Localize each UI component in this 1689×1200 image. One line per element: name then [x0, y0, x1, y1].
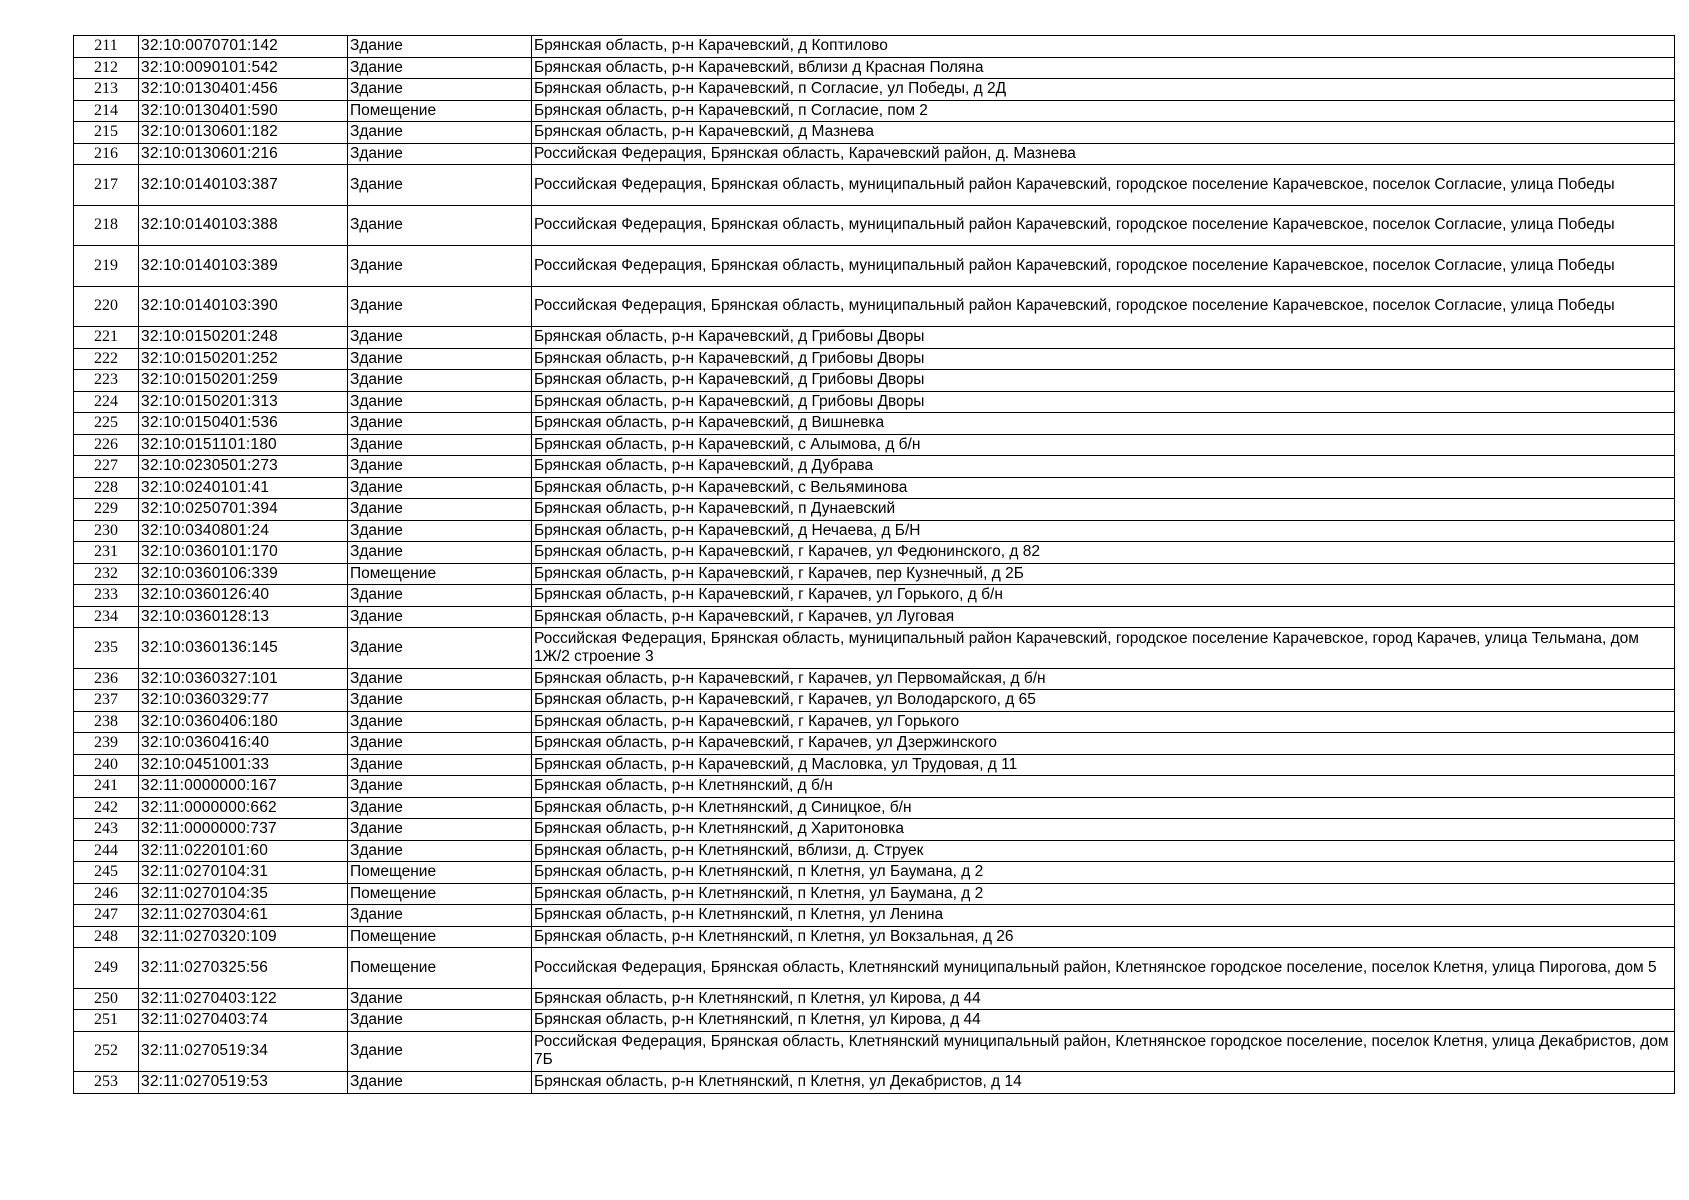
table-row: [74, 1072, 1675, 1094]
table-row: [74, 606, 1675, 628]
row-number-cell: 249: [74, 948, 139, 989]
table-row: [74, 205, 1675, 246]
table-row: [74, 165, 1675, 206]
cadastral-number-cell: 32:10:0140103:390: [139, 286, 348, 327]
object-type-cell: Здание: [348, 143, 532, 165]
cadastral-number-cell: 32:10:0130401:590: [139, 100, 348, 122]
row-number-cell: 212: [74, 57, 139, 79]
row-number-cell: 252: [74, 1031, 139, 1072]
object-type-cell: Здание: [348, 413, 532, 435]
object-type-cell: Здание: [348, 122, 532, 144]
cadastral-number-cell: 32:11:0000000:662: [139, 797, 348, 819]
object-type-cell: Здание: [348, 905, 532, 927]
object-type-cell: Здание: [348, 520, 532, 542]
object-type-cell: Здание: [348, 585, 532, 607]
row-number-cell: 227: [74, 456, 139, 478]
table-row: [74, 246, 1675, 287]
cadastral-number-cell: 32:11:0270403:74: [139, 1010, 348, 1032]
cadastral-number-cell: 32:11:0270325:56: [139, 948, 348, 989]
table-row: [74, 391, 1675, 413]
object-type-cell: Здание: [348, 542, 532, 564]
address-cell: Брянская область, р-н Клетнянский, п Клетня, ул Декабристов, д 14: [532, 1072, 1675, 1094]
row-number-cell: 241: [74, 776, 139, 798]
table-row: [74, 499, 1675, 521]
address-cell: Брянская область, р-н Карачевский, г Карачев, ул Володарского, д 65: [532, 690, 1675, 712]
cadastral-number-cell: 32:10:0130601:216: [139, 143, 348, 165]
registry-body: [74, 36, 1675, 1094]
address-cell: Брянская область, р-н Карачевский, с Алымова, д б/н: [532, 434, 1675, 456]
row-number-cell: 211: [74, 36, 139, 58]
address-cell: Брянская область, р-н Клетнянский, д Харитоновка: [532, 819, 1675, 841]
row-number-cell: 231: [74, 542, 139, 564]
address-cell: Брянская область, р-н Карачевский, г Карачев, пер Кузнечный, д 2Б: [532, 563, 1675, 585]
cadastral-number-cell: 32:11:0000000:167: [139, 776, 348, 798]
table-row: [74, 434, 1675, 456]
address-cell: Российская Федерация, Брянская область, муниципальный район Карачевский, городское поселение Карачевское, поселок Согласие, улица Победы: [532, 205, 1675, 246]
address-cell: Российская Федерация, Брянская область, муниципальный район Карачевский, городское поселение Карачевское, поселок Согласие, улица Победы: [532, 286, 1675, 327]
cadastral-number-cell: 32:10:0150201:248: [139, 327, 348, 349]
row-number-cell: 216: [74, 143, 139, 165]
table-row: [74, 585, 1675, 607]
row-number-cell: 248: [74, 926, 139, 948]
address-cell: Брянская область, р-н Карачевский, с Вельяминова: [532, 477, 1675, 499]
address-cell: Брянская область, р-н Клетнянский, вблизи, д. Струек: [532, 840, 1675, 862]
object-type-cell: Здание: [348, 840, 532, 862]
address-cell: Брянская область, р-н Карачевский, г Карачев, ул Первомайская, д б/н: [532, 668, 1675, 690]
address-cell: Брянская область, р-н Клетнянский, п Клетня, ул Кирова, д 44: [532, 988, 1675, 1010]
address-cell: Брянская область, р-н Карачевский, п Дунаевский: [532, 499, 1675, 521]
table-row: [74, 988, 1675, 1010]
object-type-cell: Помещение: [348, 948, 532, 989]
row-number-cell: 218: [74, 205, 139, 246]
cadastral-number-cell: 32:10:0140103:387: [139, 165, 348, 206]
object-type-cell: Здание: [348, 1010, 532, 1032]
address-cell: Брянская область, р-н Карачевский, д Грибовы Дворы: [532, 391, 1675, 413]
table-row: [74, 1031, 1675, 1072]
row-number-cell: 253: [74, 1072, 139, 1094]
object-type-cell: Здание: [348, 205, 532, 246]
cadastral-number-cell: 32:10:0360128:13: [139, 606, 348, 628]
address-cell: Брянская область, р-н Карачевский, д Мазнева: [532, 122, 1675, 144]
object-type-cell: Здание: [348, 434, 532, 456]
object-type-cell: Здание: [348, 1031, 532, 1072]
row-number-cell: 222: [74, 348, 139, 370]
object-type-cell: Здание: [348, 391, 532, 413]
object-type-cell: Помещение: [348, 563, 532, 585]
row-number-cell: 244: [74, 840, 139, 862]
row-number-cell: 237: [74, 690, 139, 712]
object-type-cell: Помещение: [348, 862, 532, 884]
cadastral-number-cell: 32:10:0140103:388: [139, 205, 348, 246]
address-cell: Брянская область, р-н Клетнянский, п Клетня, ул Ленина: [532, 905, 1675, 927]
cadastral-number-cell: 32:10:0360416:40: [139, 733, 348, 755]
table-row: [74, 733, 1675, 755]
cadastral-number-cell: 32:11:0000000:737: [139, 819, 348, 841]
row-number-cell: 223: [74, 370, 139, 392]
table-row: [74, 628, 1675, 669]
row-number-cell: 232: [74, 563, 139, 585]
table-row: [74, 413, 1675, 435]
table-row: [74, 711, 1675, 733]
cadastral-number-cell: 32:10:0340801:24: [139, 520, 348, 542]
object-type-cell: Здание: [348, 628, 532, 669]
table-row: [74, 776, 1675, 798]
table-row: [74, 286, 1675, 327]
address-cell: Брянская область, р-н Карачевский, г Карачев, ул Луговая: [532, 606, 1675, 628]
address-cell: Брянская область, р-н Карачевский, п Согласие, ул Победы, д 2Д: [532, 79, 1675, 101]
property-registry-table: [73, 35, 1675, 1094]
table-row: [74, 668, 1675, 690]
object-type-cell: Здание: [348, 819, 532, 841]
address-cell: Российская Федерация, Брянская область, муниципальный район Карачевский, городское поселение Карачевское, город Карачев, улица Тельмана, дом 1Ж/2 строение 3: [532, 628, 1675, 669]
cadastral-number-cell: 32:10:0140103:389: [139, 246, 348, 287]
row-number-cell: 230: [74, 520, 139, 542]
row-number-cell: 247: [74, 905, 139, 927]
cadastral-number-cell: 32:10:0090101:542: [139, 57, 348, 79]
object-type-cell: Помещение: [348, 883, 532, 905]
address-cell: Брянская область, р-н Клетнянский, п Клетня, ул Вокзальная, д 26: [532, 926, 1675, 948]
table-row: [74, 542, 1675, 564]
address-cell: Брянская область, р-н Карачевский, д Вишневка: [532, 413, 1675, 435]
object-type-cell: Здание: [348, 1072, 532, 1094]
cadastral-number-cell: 32:10:0240101:41: [139, 477, 348, 499]
row-number-cell: 213: [74, 79, 139, 101]
object-type-cell: Здание: [348, 348, 532, 370]
table-row: [74, 926, 1675, 948]
cadastral-number-cell: 32:10:0451001:33: [139, 754, 348, 776]
table-row: [74, 57, 1675, 79]
table-row: [74, 840, 1675, 862]
row-number-cell: 229: [74, 499, 139, 521]
address-cell: Брянская область, р-н Клетнянский, п Клетня, ул Кирова, д 44: [532, 1010, 1675, 1032]
cadastral-number-cell: 32:11:0270403:122: [139, 988, 348, 1010]
row-number-cell: 215: [74, 122, 139, 144]
address-cell: Брянская область, р-н Клетнянский, д б/н: [532, 776, 1675, 798]
table-row: [74, 327, 1675, 349]
cadastral-number-cell: 32:11:0270320:109: [139, 926, 348, 948]
table-row: [74, 143, 1675, 165]
object-type-cell: Здание: [348, 36, 532, 58]
cadastral-number-cell: 32:11:0270304:61: [139, 905, 348, 927]
address-cell: Брянская область, р-н Клетнянский, д Синицкое, б/н: [532, 797, 1675, 819]
cadastral-number-cell: 32:10:0150401:536: [139, 413, 348, 435]
table-row: [74, 819, 1675, 841]
address-cell: Брянская область, р-н Карачевский, вблизи д Красная Поляна: [532, 57, 1675, 79]
table-row: [74, 100, 1675, 122]
cadastral-number-cell: 32:11:0270104:35: [139, 883, 348, 905]
row-number-cell: 238: [74, 711, 139, 733]
object-type-cell: Здание: [348, 286, 532, 327]
table-row: [74, 122, 1675, 144]
object-type-cell: Здание: [348, 370, 532, 392]
object-type-cell: Здание: [348, 733, 532, 755]
object-type-cell: Помещение: [348, 100, 532, 122]
table-row: [74, 1010, 1675, 1032]
row-number-cell: 220: [74, 286, 139, 327]
table-row: [74, 520, 1675, 542]
cadastral-number-cell: 32:10:0360406:180: [139, 711, 348, 733]
address-cell: Российская Федерация, Брянская область, Клетнянский муниципальный район, Клетнянское городское поселение, поселок Клетня, улица Декабристов, дом 7Б: [532, 1031, 1675, 1072]
cadastral-number-cell: 32:10:0150201:259: [139, 370, 348, 392]
cadastral-number-cell: 32:10:0360106:339: [139, 563, 348, 585]
row-number-cell: 251: [74, 1010, 139, 1032]
table-row: [74, 370, 1675, 392]
table-row: [74, 948, 1675, 989]
address-cell: Брянская область, р-н Карачевский, г Карачев, ул Горького, д б/н: [532, 585, 1675, 607]
row-number-cell: 217: [74, 165, 139, 206]
cadastral-number-cell: 32:11:0220101:60: [139, 840, 348, 862]
row-number-cell: 234: [74, 606, 139, 628]
table-row: [74, 862, 1675, 884]
table-row: [74, 883, 1675, 905]
row-number-cell: 246: [74, 883, 139, 905]
cadastral-number-cell: 32:10:0151101:180: [139, 434, 348, 456]
address-cell: Брянская область, р-н Карачевский, п Согласие, пом 2: [532, 100, 1675, 122]
address-cell: Брянская область, р-н Карачевский, г Карачев, ул Горького: [532, 711, 1675, 733]
row-number-cell: 235: [74, 628, 139, 669]
address-cell: Брянская область, р-н Карачевский, д Нечаева, д Б/Н: [532, 520, 1675, 542]
row-number-cell: 239: [74, 733, 139, 755]
object-type-cell: Здание: [348, 477, 532, 499]
cadastral-number-cell: 32:10:0360126:40: [139, 585, 348, 607]
table-row: [74, 348, 1675, 370]
row-number-cell: 250: [74, 988, 139, 1010]
row-number-cell: 236: [74, 668, 139, 690]
object-type-cell: Здание: [348, 165, 532, 206]
table-row: [74, 477, 1675, 499]
object-type-cell: Здание: [348, 327, 532, 349]
object-type-cell: Здание: [348, 754, 532, 776]
row-number-cell: 228: [74, 477, 139, 499]
object-type-cell: Здание: [348, 456, 532, 478]
object-type-cell: Здание: [348, 57, 532, 79]
object-type-cell: Здание: [348, 690, 532, 712]
cadastral-number-cell: 32:10:0360327:101: [139, 668, 348, 690]
row-number-cell: 219: [74, 246, 139, 287]
object-type-cell: Здание: [348, 668, 532, 690]
address-cell: Российская Федерация, Брянская область, Карачевский район, д. Мазнева: [532, 143, 1675, 165]
cadastral-number-cell: 32:10:0360329:77: [139, 690, 348, 712]
cadastral-number-cell: 32:10:0250701:394: [139, 499, 348, 521]
address-cell: Брянская область, р-н Клетнянский, п Клетня, ул Баумана, д 2: [532, 883, 1675, 905]
table-row: [74, 905, 1675, 927]
cadastral-number-cell: 32:10:0130601:182: [139, 122, 348, 144]
cadastral-number-cell: 32:11:0270519:53: [139, 1072, 348, 1094]
object-type-cell: Здание: [348, 711, 532, 733]
row-number-cell: 243: [74, 819, 139, 841]
object-type-cell: Здание: [348, 246, 532, 287]
row-number-cell: 221: [74, 327, 139, 349]
address-cell: Брянская область, р-н Карачевский, д Грибовы Дворы: [532, 327, 1675, 349]
cadastral-number-cell: 32:10:0130401:456: [139, 79, 348, 101]
row-number-cell: 214: [74, 100, 139, 122]
address-cell: Российская Федерация, Брянская область, муниципальный район Карачевский, городское поселение Карачевское, поселок Согласие, улица Победы: [532, 165, 1675, 206]
address-cell: Брянская область, р-н Клетнянский, п Клетня, ул Баумана, д 2: [532, 862, 1675, 884]
address-cell: Брянская область, р-н Карачевский, д Грибовы Дворы: [532, 370, 1675, 392]
cadastral-number-cell: 32:10:0360136:145: [139, 628, 348, 669]
row-number-cell: 224: [74, 391, 139, 413]
object-type-cell: Здание: [348, 79, 532, 101]
address-cell: Брянская область, р-н Карачевский, д Масловка, ул Трудовая, д 11: [532, 754, 1675, 776]
table-row: [74, 754, 1675, 776]
address-cell: Брянская область, р-н Карачевский, д Дубрава: [532, 456, 1675, 478]
cadastral-number-cell: 32:10:0150201:313: [139, 391, 348, 413]
table-row: [74, 797, 1675, 819]
row-number-cell: 225: [74, 413, 139, 435]
cadastral-number-cell: 32:11:0270519:34: [139, 1031, 348, 1072]
table-row: [74, 79, 1675, 101]
address-cell: Брянская область, р-н Карачевский, г Карачев, ул Дзержинского: [532, 733, 1675, 755]
cadastral-number-cell: 32:10:0070701:142: [139, 36, 348, 58]
cadastral-number-cell: 32:10:0150201:252: [139, 348, 348, 370]
object-type-cell: Здание: [348, 776, 532, 798]
object-type-cell: Здание: [348, 499, 532, 521]
address-cell: Брянская область, р-н Карачевский, г Карачев, ул Федюнинского, д 82: [532, 542, 1675, 564]
object-type-cell: Здание: [348, 606, 532, 628]
table-row: [74, 690, 1675, 712]
object-type-cell: Здание: [348, 988, 532, 1010]
row-number-cell: 240: [74, 754, 139, 776]
row-number-cell: 233: [74, 585, 139, 607]
table-row: [74, 36, 1675, 58]
address-cell: Брянская область, р-н Карачевский, д Коптилово: [532, 36, 1675, 58]
cadastral-number-cell: 32:11:0270104:31: [139, 862, 348, 884]
row-number-cell: 226: [74, 434, 139, 456]
object-type-cell: Помещение: [348, 926, 532, 948]
row-number-cell: 245: [74, 862, 139, 884]
cadastral-number-cell: 32:10:0230501:273: [139, 456, 348, 478]
address-cell: Брянская область, р-н Карачевский, д Грибовы Дворы: [532, 348, 1675, 370]
cadastral-number-cell: 32:10:0360101:170: [139, 542, 348, 564]
row-number-cell: 242: [74, 797, 139, 819]
address-cell: Российская Федерация, Брянская область, муниципальный район Карачевский, городское поселение Карачевское, поселок Согласие, улица Победы: [532, 246, 1675, 287]
object-type-cell: Здание: [348, 797, 532, 819]
address-cell: Российская Федерация, Брянская область, Клетнянский муниципальный район, Клетнянское городское поселение, поселок Клетня, улица Пирогова, дом 5: [532, 948, 1675, 989]
table-row: [74, 563, 1675, 585]
table-row: [74, 456, 1675, 478]
